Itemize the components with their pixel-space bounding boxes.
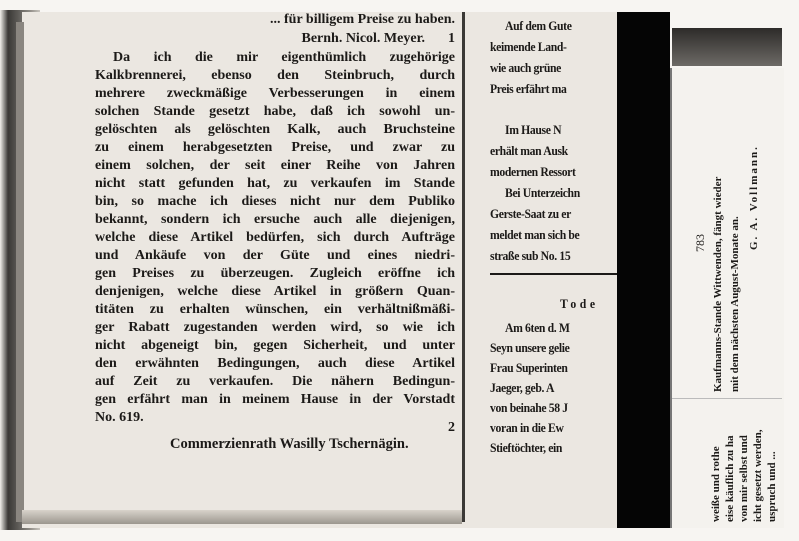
text-line: titäten zu erhalten wünschen, ein verhältnißmäßi- — [95, 302, 455, 317]
text-line: Kalkbrennerei, ebenso den Steinbruch, durch — [95, 68, 455, 83]
text-line: ger Rabatt zugestanden werden wird, so wie ich — [95, 320, 455, 335]
section-rule — [490, 273, 617, 275]
rotated-line: mit dem nächsten August-Monate an. — [729, 216, 741, 392]
text-line: erhält man Ausk — [490, 143, 568, 158]
text-line: Am 6ten d. M — [505, 320, 570, 335]
text-line: Bei Unterzeichn — [505, 185, 580, 200]
rotated-line: Kaufmanns-Stande Wittwenden, fängt wieder — [712, 176, 724, 392]
text-line: Preis erfährt ma — [490, 81, 567, 96]
page-number: 783 — [693, 234, 707, 252]
text-line: auf Zeit zu verkaufen. Die nähern Bedingun- — [95, 374, 455, 389]
text-line: ... für billigem Preise zu haben. — [270, 12, 455, 27]
text-line: gelöschten als gelöschten Kalk, auch Bruchsteine — [95, 122, 455, 137]
text-line: Im Hause N — [505, 122, 562, 137]
rotated-bottom-block — [710, 402, 782, 524]
text-line: und Ankäufe von der Güte und eines niedri- — [95, 248, 455, 263]
text-line: bekannt, sondern ich ersuche auch alle diejenigen, — [95, 212, 455, 227]
page-fold — [672, 398, 782, 399]
text-line: Stieftöchter, ein — [490, 440, 563, 455]
text-line: Auf dem Gute — [505, 18, 572, 33]
rotated-line: weiße und rothe — [710, 446, 722, 522]
text-line: einem solchen, der seit einer Reihe von Jahren — [95, 158, 455, 173]
rotated-line: uspruch und ... — [766, 451, 778, 522]
page-bottom-edge — [22, 510, 462, 524]
text-line: wie auch grüne — [490, 60, 562, 75]
text-line: Da ich die mir eigenthümlich zugehörige — [113, 50, 455, 65]
text-line: Gerste-Saat zu er — [490, 206, 571, 221]
text-line: meldet man sich be — [490, 227, 580, 242]
text-line: den erwähnten Bedingungen, auch diese Artikel — [95, 356, 455, 371]
text-line: straße sub No. 15 — [490, 248, 571, 263]
rotated-line: eise käuflich zu ha — [724, 435, 736, 522]
text-line: No. 619. — [95, 410, 144, 425]
text-line: keimende Land- — [490, 39, 567, 54]
signature: Commerzienrath Wasilly Tschernägin. — [170, 436, 409, 452]
black-mask-bar — [617, 12, 670, 528]
text-line: gen Preises zu überzeugen. Zugleich eröffne ich — [95, 266, 455, 281]
text-line: von beinahe 58 J — [490, 400, 568, 415]
rotated-line: icht gesetzt werden, — [752, 429, 764, 522]
text-line: Jaeger, geb. A — [490, 380, 555, 395]
rotated-signature: G. A. Vollmann. — [748, 145, 760, 250]
text-line: modernen Ressort — [490, 164, 576, 179]
text-line: Frau Superinten — [490, 360, 568, 375]
page-shadow — [672, 28, 782, 66]
text-line: mehrere zweckmäßige Verbesserungen in einem — [95, 86, 455, 101]
column-divider — [462, 12, 465, 522]
text-line: welche diese Artikel bedürfen, sich durch Aufträge — [95, 230, 455, 245]
author-name: Bernh. Nicol. Meyer. — [301, 31, 425, 46]
text-line: denjenigen, welche diese Artikel in größern Quan- — [95, 284, 455, 299]
text-line: nicht statt gefunden hat, zu verkaufen im Stande — [95, 176, 455, 191]
page-edge — [16, 22, 24, 522]
rotated-line: von mir selbst und — [738, 435, 750, 522]
text-line: zu einem herabgesetzten Preise, und zwar zu — [95, 140, 455, 155]
section-heading: Tode — [560, 296, 599, 311]
text-line: bin, so mache ich dieses nicht nur dem Publiko — [95, 194, 455, 209]
marker-1: 1 — [448, 31, 455, 46]
text-line: Seyn unsere gelie — [490, 340, 570, 355]
text-line: voran in die Ew — [490, 420, 564, 435]
text-line: nicht abgeneigt bin, gegen Sicherheit, und unter — [95, 338, 455, 353]
marker-2: 2 — [448, 420, 455, 435]
text-line: gen erfährt man in meinem Hause in der Vorstadt — [95, 392, 455, 407]
text-line: solchen Stande gesetzt habe, daß ich sowohl un- — [95, 104, 455, 119]
